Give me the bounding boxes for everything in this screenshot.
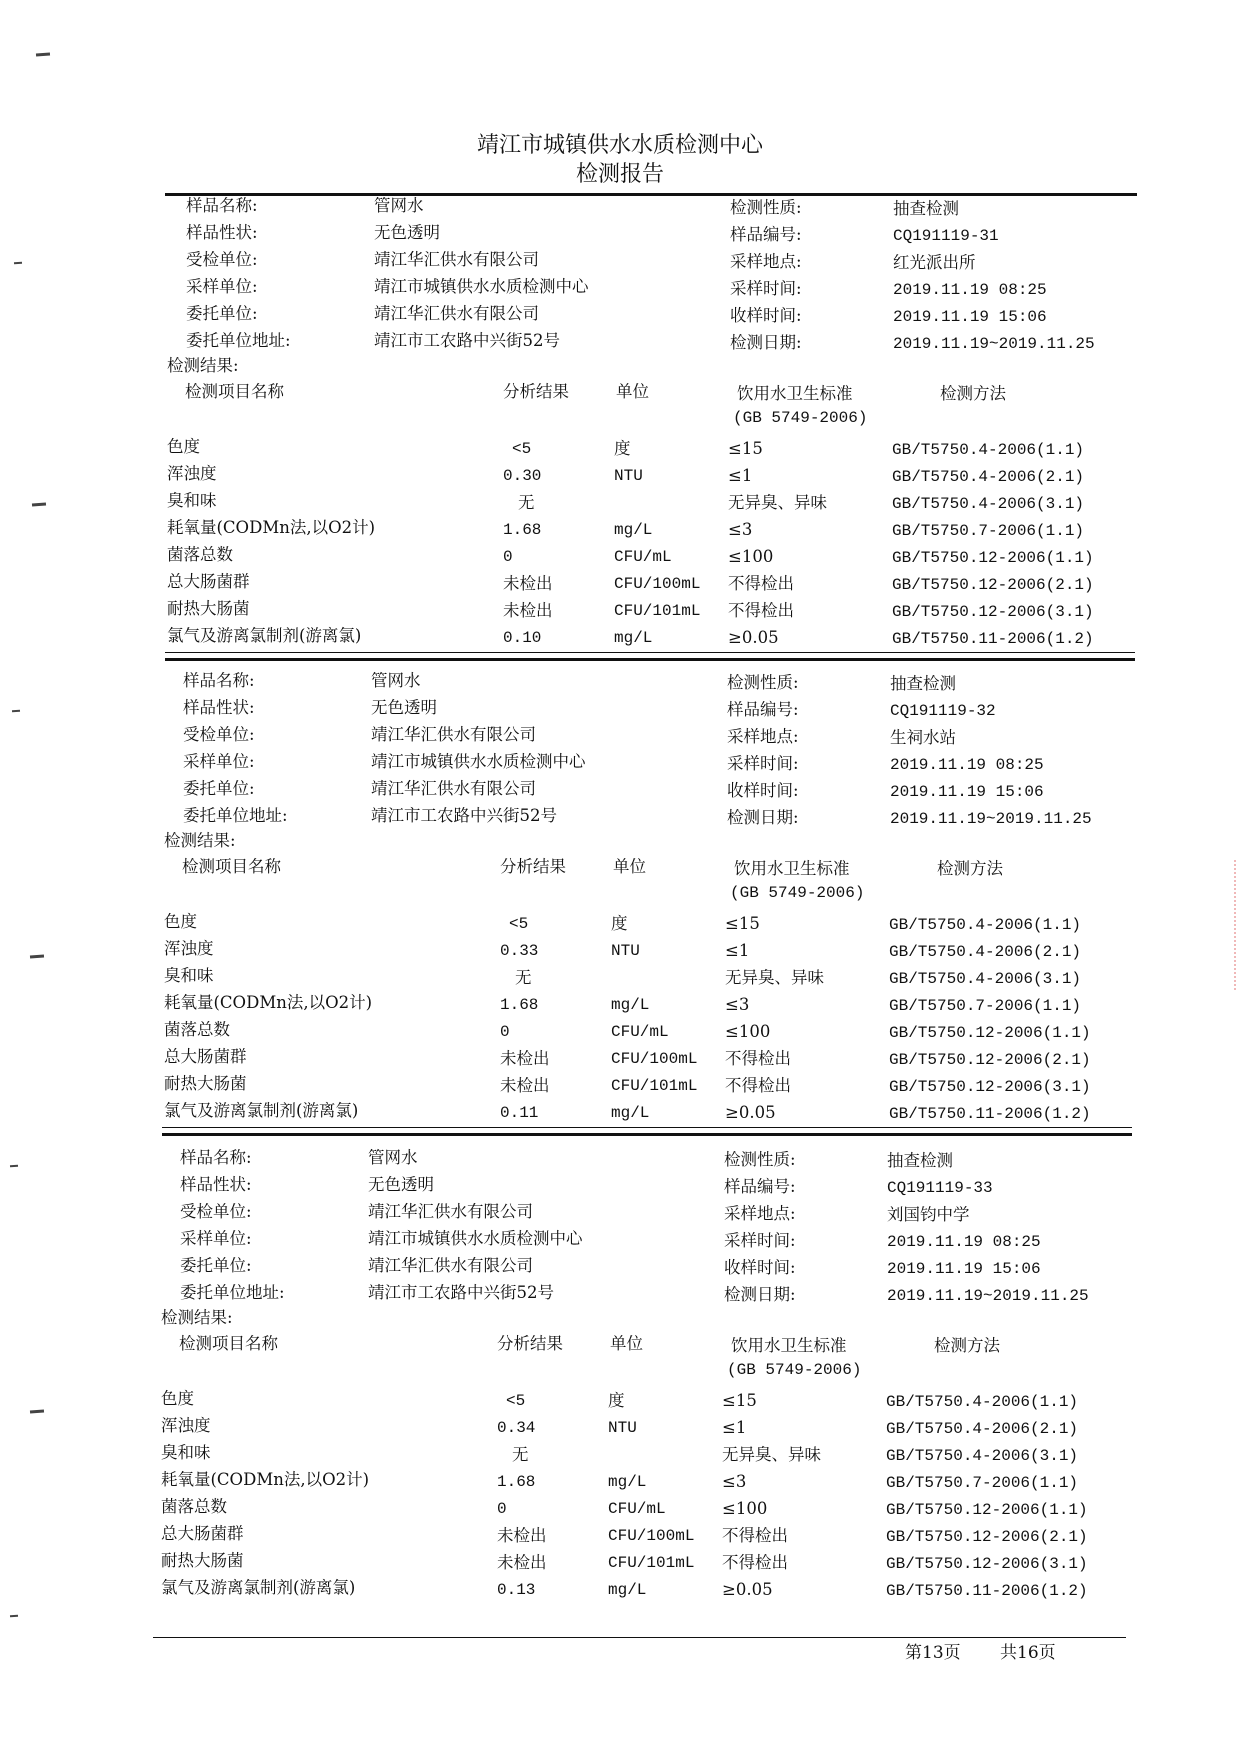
row-result: 0.33 — [500, 942, 539, 960]
row-result: 0.10 — [503, 629, 542, 647]
row-item: 氯气及游离氯制剂(游离氯) — [161, 1578, 356, 1597]
scan-mark — [14, 262, 22, 265]
row-unit: CFU/100mL — [614, 575, 701, 593]
row-standard: ≤3 — [722, 1472, 747, 1491]
row-item: 臭和味 — [164, 966, 214, 985]
row-standard: ≥0.05 — [722, 1580, 773, 1599]
receipt-time-value: 2019.11.19 15:06 — [893, 308, 1047, 326]
scan-mark — [30, 1410, 44, 1414]
row-standard: ≤100 — [722, 1499, 768, 1518]
sample-property-value: 无色透明 — [368, 1175, 434, 1194]
row-method: GB/T5750.4-2006(1.1) — [886, 1393, 1079, 1411]
results-label: 检测结果: — [167, 356, 239, 375]
row-result: <5 — [506, 1392, 526, 1410]
col-item-header: 检测项目名称 — [179, 1334, 278, 1353]
sampling-time-value: 2019.11.19 08:25 — [893, 281, 1047, 299]
receipt-time-label: 收样时间: — [730, 306, 802, 325]
entrusting-address-value: 靖江市工农路中兴街52号 — [374, 331, 560, 350]
sampling-location-label: 采样地点: — [724, 1204, 796, 1223]
scan-mark — [36, 53, 50, 57]
row-unit: NTU — [614, 467, 643, 485]
row-standard: ≤1 — [722, 1418, 747, 1437]
row-result: 1.68 — [500, 996, 539, 1014]
row-item: 臭和味 — [161, 1443, 211, 1462]
col-standard-header: 饮用水卫生标准 — [734, 859, 850, 878]
sample-number-label: 样品编号: — [730, 225, 802, 244]
test-nature-value: 抽查检测 — [890, 674, 956, 693]
row-unit: mg/L — [611, 1104, 650, 1122]
row-unit: CFU/101mL — [611, 1077, 698, 1095]
row-unit: 度 — [611, 914, 628, 933]
row-item: 菌落总数 — [167, 545, 233, 564]
row-unit: NTU — [608, 1419, 637, 1437]
row-result: 0 — [503, 548, 513, 566]
row-item: 色度 — [164, 912, 197, 931]
section-divider — [162, 1127, 1132, 1128]
row-unit: CFU/100mL — [611, 1050, 698, 1068]
sampling-location-value: 红光派出所 — [893, 253, 976, 272]
col-method-header: 检测方法 — [934, 1336, 1000, 1355]
sampling-unit-label: 采样单位: — [180, 1229, 252, 1248]
row-item: 耐热大肠菌 — [164, 1074, 247, 1093]
row-method: GB/T5750.4-2006(2.1) — [889, 943, 1082, 961]
row-item: 色度 — [161, 1389, 194, 1408]
row-method: GB/T5750.7-2006(1.1) — [892, 522, 1085, 540]
row-standard: ≤100 — [728, 547, 774, 566]
row-item: 总大肠菌群 — [167, 572, 250, 591]
inspected-unit-label: 受检单位: — [186, 250, 258, 269]
col-standard-code: (GB 5749-2006) — [730, 884, 865, 902]
entrusting-address-value: 靖江市工农路中兴街52号 — [368, 1283, 554, 1302]
row-unit: CFU/mL — [614, 548, 672, 566]
row-result: 未检出 — [503, 574, 553, 593]
row-standard: ≥0.05 — [725, 1103, 776, 1122]
row-result: 未检出 — [497, 1526, 547, 1545]
row-unit: CFU/mL — [611, 1023, 669, 1041]
row-item: 耗氧量(CODMn法,以O2计) — [164, 993, 373, 1012]
row-result: <5 — [512, 440, 532, 458]
row-result: 0.11 — [500, 1104, 539, 1122]
sample-name-value: 管网水 — [371, 671, 421, 690]
receipt-time-value: 2019.11.19 15:06 — [887, 1260, 1041, 1278]
row-method: GB/T5750.12-2006(1.1) — [892, 549, 1094, 567]
row-standard: 不得检出 — [722, 1526, 788, 1545]
row-item: 菌落总数 — [161, 1497, 227, 1516]
row-method: GB/T5750.11-2006(1.2) — [886, 1582, 1088, 1600]
row-standard: 不得检出 — [722, 1553, 788, 1572]
row-method: GB/T5750.4-2006(1.1) — [889, 916, 1082, 934]
row-result: 无 — [515, 968, 532, 987]
row-unit: 度 — [608, 1391, 625, 1410]
inspected-unit-value: 靖江华汇供水有限公司 — [371, 725, 536, 744]
col-standard-header: 饮用水卫生标准 — [737, 384, 853, 403]
test-nature-value: 抽查检测 — [893, 199, 959, 218]
sampling-location-label: 采样地点: — [727, 727, 799, 746]
col-item-header: 检测项目名称 — [185, 382, 284, 401]
row-standard: 无异臭、异味 — [728, 493, 827, 512]
row-method: GB/T5750.12-2006(2.1) — [886, 1528, 1088, 1546]
row-result: 未检出 — [503, 601, 553, 620]
sample-name-value: 管网水 — [368, 1148, 418, 1167]
footer-rule — [153, 1637, 1126, 1638]
row-item: 浑浊度 — [167, 464, 217, 483]
col-result-header: 分析结果 — [497, 1334, 563, 1353]
sample-property-value: 无色透明 — [371, 698, 437, 717]
page-number: 第13页 — [905, 1643, 961, 1663]
sample-number-value: CQ191119-33 — [887, 1179, 993, 1197]
sampling-location-value: 刘国钧中学 — [887, 1205, 970, 1224]
entrusting-address-label: 委托单位地址: — [183, 806, 288, 825]
col-standard-code: (GB 5749-2006) — [733, 409, 868, 427]
row-standard: ≤100 — [725, 1022, 771, 1041]
page-total: 共16页 — [1000, 1643, 1056, 1663]
test-date-label: 检测日期: — [727, 808, 799, 827]
row-standard: ≤1 — [728, 466, 753, 485]
row-item: 耐热大肠菌 — [161, 1551, 244, 1570]
receipt-time-label: 收样时间: — [724, 1258, 796, 1277]
entrusting-unit-value: 靖江华汇供水有限公司 — [374, 304, 539, 323]
sampling-time-label: 采样时间: — [727, 754, 799, 773]
test-nature-label: 检测性质: — [724, 1150, 796, 1169]
row-standard: ≤1 — [725, 941, 750, 960]
row-standard: ≤15 — [728, 439, 763, 458]
sampling-location-label: 采样地点: — [730, 252, 802, 271]
entrusting-unit-label: 委托单位: — [186, 304, 258, 323]
row-method: GB/T5750.12-2006(1.1) — [889, 1024, 1091, 1042]
test-date-value: 2019.11.19~2019.11.25 — [893, 335, 1095, 353]
row-unit: NTU — [611, 942, 640, 960]
row-unit: mg/L — [608, 1581, 647, 1599]
row-item: 耗氧量(CODMn法,以O2计) — [167, 518, 376, 537]
sample-name-label: 样品名称: — [186, 196, 258, 215]
row-result: 0.34 — [497, 1419, 536, 1437]
test-nature-label: 检测性质: — [727, 673, 799, 692]
row-method: GB/T5750.11-2006(1.2) — [892, 630, 1094, 648]
row-method: GB/T5750.11-2006(1.2) — [889, 1105, 1091, 1123]
test-nature-value: 抽查检测 — [887, 1151, 953, 1170]
test-date-label: 检测日期: — [730, 333, 802, 352]
row-method: GB/T5750.12-2006(1.1) — [886, 1501, 1088, 1519]
sample-property-label: 样品性状: — [183, 698, 255, 717]
row-item: 菌落总数 — [164, 1020, 230, 1039]
row-method: GB/T5750.12-2006(2.1) — [889, 1051, 1091, 1069]
row-result: 未检出 — [500, 1049, 550, 1068]
row-method: GB/T5750.12-2006(3.1) — [886, 1555, 1088, 1573]
row-item: 氯气及游离氯制剂(游离氯) — [167, 626, 362, 645]
row-method: GB/T5750.12-2006(2.1) — [892, 576, 1094, 594]
row-result: 0 — [497, 1500, 507, 1518]
row-method: GB/T5750.7-2006(1.1) — [886, 1474, 1079, 1492]
row-method: GB/T5750.4-2006(2.1) — [892, 468, 1085, 486]
row-standard: ≤3 — [725, 995, 750, 1014]
sample-name-label: 样品名称: — [183, 671, 255, 690]
row-method: GB/T5750.7-2006(1.1) — [889, 997, 1082, 1015]
sample-name-value: 管网水 — [374, 196, 424, 215]
report-org-title: 靖江市城镇供水水质检测中心 — [476, 133, 763, 158]
section-divider — [165, 658, 1135, 661]
row-unit: mg/L — [608, 1473, 647, 1491]
sampling-unit-label: 采样单位: — [186, 277, 258, 296]
col-standard-header: 饮用水卫生标准 — [731, 1336, 847, 1355]
row-item: 浑浊度 — [161, 1416, 211, 1435]
scan-mark — [10, 1615, 18, 1618]
row-item: 色度 — [167, 437, 200, 456]
entrusting-unit-value: 靖江华汇供水有限公司 — [368, 1256, 533, 1275]
col-standard-code: (GB 5749-2006) — [727, 1361, 862, 1379]
row-standard: 不得检出 — [728, 574, 794, 593]
row-standard: ≤3 — [728, 520, 753, 539]
col-item-header: 检测项目名称 — [182, 857, 281, 876]
col-unit-header: 单位 — [613, 857, 646, 876]
receipt-time-label: 收样时间: — [727, 781, 799, 800]
col-method-header: 检测方法 — [940, 384, 1006, 403]
row-result: 0.30 — [503, 467, 542, 485]
row-unit: CFU/101mL — [608, 1554, 695, 1572]
row-result: 未检出 — [500, 1076, 550, 1095]
row-result: 1.68 — [503, 521, 542, 539]
inspected-unit-value: 靖江华汇供水有限公司 — [368, 1202, 533, 1221]
row-result: 未检出 — [497, 1553, 547, 1572]
row-result: 无 — [512, 1445, 529, 1464]
scan-mark — [32, 503, 46, 507]
col-method-header: 检测方法 — [937, 859, 1003, 878]
sampling-unit-label: 采样单位: — [183, 752, 255, 771]
sampling-location-value: 生祠水站 — [890, 728, 956, 747]
row-result: <5 — [509, 915, 529, 933]
row-method: GB/T5750.4-2006(3.1) — [886, 1447, 1079, 1465]
row-standard: 无异臭、异味 — [725, 968, 824, 987]
row-item: 总大肠菌群 — [164, 1047, 247, 1066]
row-item: 浑浊度 — [164, 939, 214, 958]
entrusting-address-value: 靖江市工农路中兴街52号 — [371, 806, 557, 825]
sample-number-label: 样品编号: — [724, 1177, 796, 1196]
receipt-time-value: 2019.11.19 15:06 — [890, 783, 1044, 801]
row-standard: 不得检出 — [725, 1049, 791, 1068]
results-label: 检测结果: — [161, 1308, 233, 1327]
entrusting-unit-value: 靖江华汇供水有限公司 — [371, 779, 536, 798]
test-date-value: 2019.11.19~2019.11.25 — [890, 810, 1092, 828]
top-rule — [165, 193, 1137, 196]
sampling-time-value: 2019.11.19 08:25 — [887, 1233, 1041, 1251]
row-result: 无 — [518, 493, 535, 512]
row-method: GB/T5750.4-2006(3.1) — [889, 970, 1082, 988]
row-unit: CFU/mL — [608, 1500, 666, 1518]
row-method: GB/T5750.4-2006(3.1) — [892, 495, 1085, 513]
entrusting-address-label: 委托单位地址: — [180, 1283, 285, 1302]
row-result: 1.68 — [497, 1473, 536, 1491]
inspected-unit-value: 靖江华汇供水有限公司 — [374, 250, 539, 269]
row-item: 氯气及游离氯制剂(游离氯) — [164, 1101, 359, 1120]
row-unit: mg/L — [611, 996, 650, 1014]
entrusting-unit-label: 委托单位: — [183, 779, 255, 798]
entrusting-address-label: 委托单位地址: — [186, 331, 291, 350]
row-item: 耐热大肠菌 — [167, 599, 250, 618]
inspected-unit-label: 受检单位: — [183, 725, 255, 744]
col-unit-header: 单位 — [610, 1334, 643, 1353]
sample-number-label: 样品编号: — [727, 700, 799, 719]
test-date-label: 检测日期: — [724, 1285, 796, 1304]
row-standard: 不得检出 — [725, 1076, 791, 1095]
scan-mark — [30, 955, 44, 959]
row-unit: 度 — [614, 439, 631, 458]
row-result: 0 — [500, 1023, 510, 1041]
col-result-header: 分析结果 — [500, 857, 566, 876]
sampling-unit-value: 靖江市城镇供水水质检测中心 — [368, 1229, 583, 1248]
sampling-unit-value: 靖江市城镇供水水质检测中心 — [374, 277, 589, 296]
row-standard: ≥0.05 — [728, 628, 779, 647]
row-unit: mg/L — [614, 629, 653, 647]
col-unit-header: 单位 — [616, 382, 649, 401]
sample-property-label: 样品性状: — [186, 223, 258, 242]
row-standard: ≤15 — [725, 914, 760, 933]
section-divider — [162, 1133, 1132, 1136]
results-label: 检测结果: — [164, 831, 236, 850]
row-item: 耗氧量(CODMn法,以O2计) — [161, 1470, 370, 1489]
sampling-unit-value: 靖江市城镇供水水质检测中心 — [371, 752, 586, 771]
row-method: GB/T5750.12-2006(3.1) — [889, 1078, 1091, 1096]
row-result: 0.13 — [497, 1581, 536, 1599]
sample-property-label: 样品性状: — [180, 1175, 252, 1194]
row-standard: ≤15 — [722, 1391, 757, 1410]
test-date-value: 2019.11.19~2019.11.25 — [887, 1287, 1089, 1305]
row-method: GB/T5750.4-2006(1.1) — [892, 441, 1085, 459]
row-unit: CFU/101mL — [614, 602, 701, 620]
sample-number-value: CQ191119-32 — [890, 702, 996, 720]
scan-mark — [10, 1165, 18, 1168]
row-standard: 无异臭、异味 — [722, 1445, 821, 1464]
sampling-time-label: 采样时间: — [730, 279, 802, 298]
entrusting-unit-label: 委托单位: — [180, 1256, 252, 1275]
report-subtitle: 检测报告 — [575, 162, 664, 187]
row-method: GB/T5750.12-2006(3.1) — [892, 603, 1094, 621]
row-item: 臭和味 — [167, 491, 217, 510]
sampling-time-label: 采样时间: — [724, 1231, 796, 1250]
row-method: GB/T5750.4-2006(2.1) — [886, 1420, 1079, 1438]
pencil-stroke — [1222, 860, 1236, 990]
row-item: 总大肠菌群 — [161, 1524, 244, 1543]
scan-mark — [12, 710, 20, 713]
col-result-header: 分析结果 — [503, 382, 569, 401]
sampling-time-value: 2019.11.19 08:25 — [890, 756, 1044, 774]
sample-name-label: 样品名称: — [180, 1148, 252, 1167]
row-unit: CFU/100mL — [608, 1527, 695, 1545]
sample-property-value: 无色透明 — [374, 223, 440, 242]
row-unit: mg/L — [614, 521, 653, 539]
inspected-unit-label: 受检单位: — [180, 1202, 252, 1221]
section-divider — [165, 652, 1135, 653]
test-nature-label: 检测性质: — [730, 198, 802, 217]
row-standard: 不得检出 — [728, 601, 794, 620]
sample-number-value: CQ191119-31 — [893, 227, 999, 245]
